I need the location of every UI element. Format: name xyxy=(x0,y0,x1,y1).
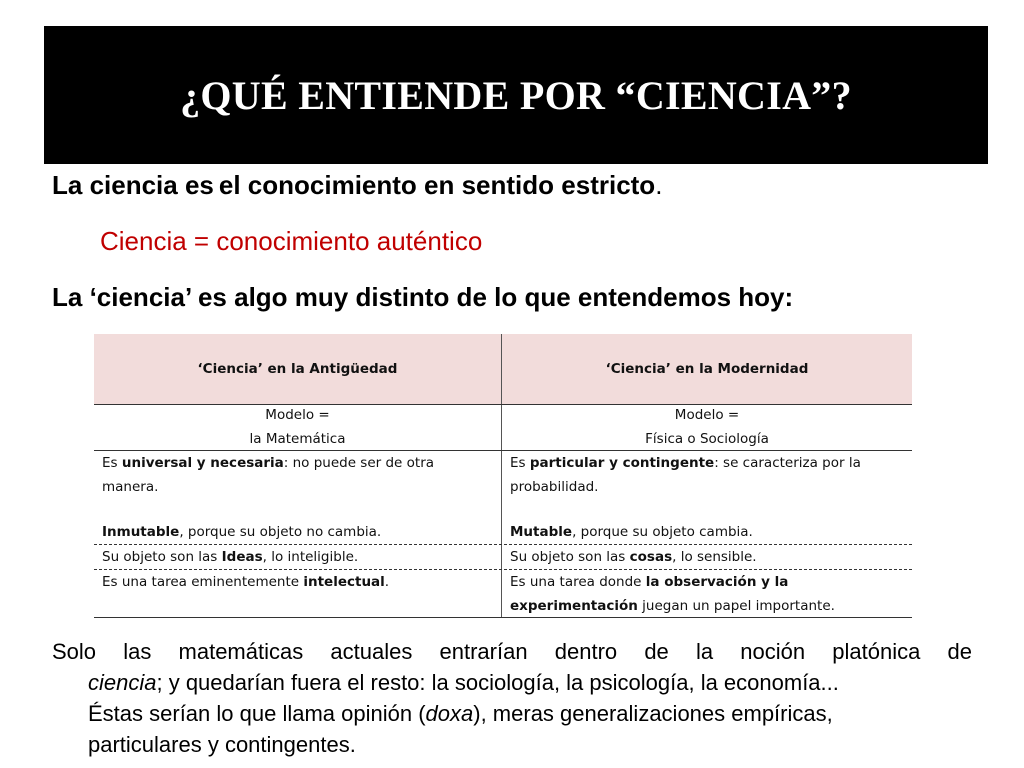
contrast-line: La ‘ciencia’ es algo muy distinto de lo que entendemos hoy: xyxy=(52,282,794,312)
r2-left xyxy=(102,520,497,544)
column-divider xyxy=(501,334,502,617)
model-right-label: Modelo = xyxy=(674,407,740,423)
header-antiguedad: ‘Ciencia’ en la Antigüedad xyxy=(197,361,398,377)
r4-right-c: juegan un papel importante. xyxy=(637,598,835,614)
r4-right xyxy=(510,570,908,618)
r3-left xyxy=(102,545,497,569)
r1-right-d: probabilidad. xyxy=(510,479,599,495)
definition-start: La ciencia es xyxy=(52,170,214,200)
r1-left-a: Es xyxy=(102,455,122,471)
r1-right-a: Es xyxy=(510,455,530,471)
r3-left-b: Ideas xyxy=(221,549,263,565)
r1-right-b: particular y contingente xyxy=(529,455,715,471)
para-line-3 xyxy=(52,698,972,729)
r1-left-c: : no puede ser de otra xyxy=(283,455,435,471)
para-line-3-a: Éstas serían lo que llama opinión ( xyxy=(88,701,426,726)
para-line-2-rest: ; y quedarían fuera el resto: la sociología, la psicología, la economía... xyxy=(156,670,839,695)
equation-line: Ciencia = conocimiento auténtico xyxy=(100,226,483,256)
model-right-value: Física o Sociología xyxy=(645,431,769,447)
r3-right xyxy=(510,545,908,569)
r2-left-c: , porque su objeto no cambia. xyxy=(179,524,382,540)
r2-left-b: Inmutable xyxy=(102,524,180,540)
comparison-table xyxy=(94,334,912,617)
r4-left xyxy=(102,570,497,594)
r4-left-a: Es una tarea eminentemente xyxy=(102,574,304,590)
model-left-value: la Matemática xyxy=(249,431,346,447)
header-modernidad: ‘Ciencia’ en la Modernidad xyxy=(605,361,809,377)
r4-right-b1: la observación y la xyxy=(645,574,789,590)
para-doxa-em: doxa xyxy=(425,701,474,726)
definition-line xyxy=(52,170,662,201)
definition-rest: el conocimiento en sentido estricto xyxy=(218,170,656,200)
r4-left-b: intelectual xyxy=(303,574,385,590)
r4-left-c: . xyxy=(384,574,390,590)
r2-right xyxy=(510,520,908,544)
r1-right-c: : se caracteriza por la xyxy=(714,455,861,471)
r4-right-a: Es una tarea donde xyxy=(510,574,646,590)
para-line-4: particulares y contingentes. xyxy=(88,732,356,757)
definition-period: . xyxy=(655,170,663,200)
r4-right-b2: experimentación xyxy=(510,598,638,614)
r1-right xyxy=(510,451,908,499)
para-ciencia-em: ciencia xyxy=(88,670,157,695)
r3-right-a: Su objeto son las xyxy=(510,549,630,565)
r3-right-b: cosas xyxy=(629,549,673,565)
r3-left-c: , lo inteligible. xyxy=(262,549,359,565)
model-left-label: Modelo = xyxy=(265,407,330,423)
para-line-3-b: ), meras generalizaciones empíricas, xyxy=(473,701,833,726)
model-left xyxy=(94,403,501,451)
r1-left-b: universal y necesaria xyxy=(121,455,284,471)
r2-right-b: Mutable xyxy=(510,524,573,540)
r1-left-d: manera. xyxy=(102,479,159,495)
r1-left xyxy=(102,451,497,499)
para-line-1: Solo las matemáticas actuales entrarían dentro de la noción platónica de xyxy=(52,639,972,664)
slide-title: ¿QUÉ ENTIENDE POR “CIENCIA”? xyxy=(180,72,852,118)
r3-right-c: , lo sensible. xyxy=(672,549,757,565)
para-line-2 xyxy=(52,667,972,698)
r2-right-c: , porque su objeto cambia. xyxy=(572,524,753,540)
r3-left-a: Su objeto son las xyxy=(102,549,222,565)
conclusion-paragraph xyxy=(52,636,972,760)
model-right xyxy=(502,403,912,451)
title-bar xyxy=(44,26,988,164)
